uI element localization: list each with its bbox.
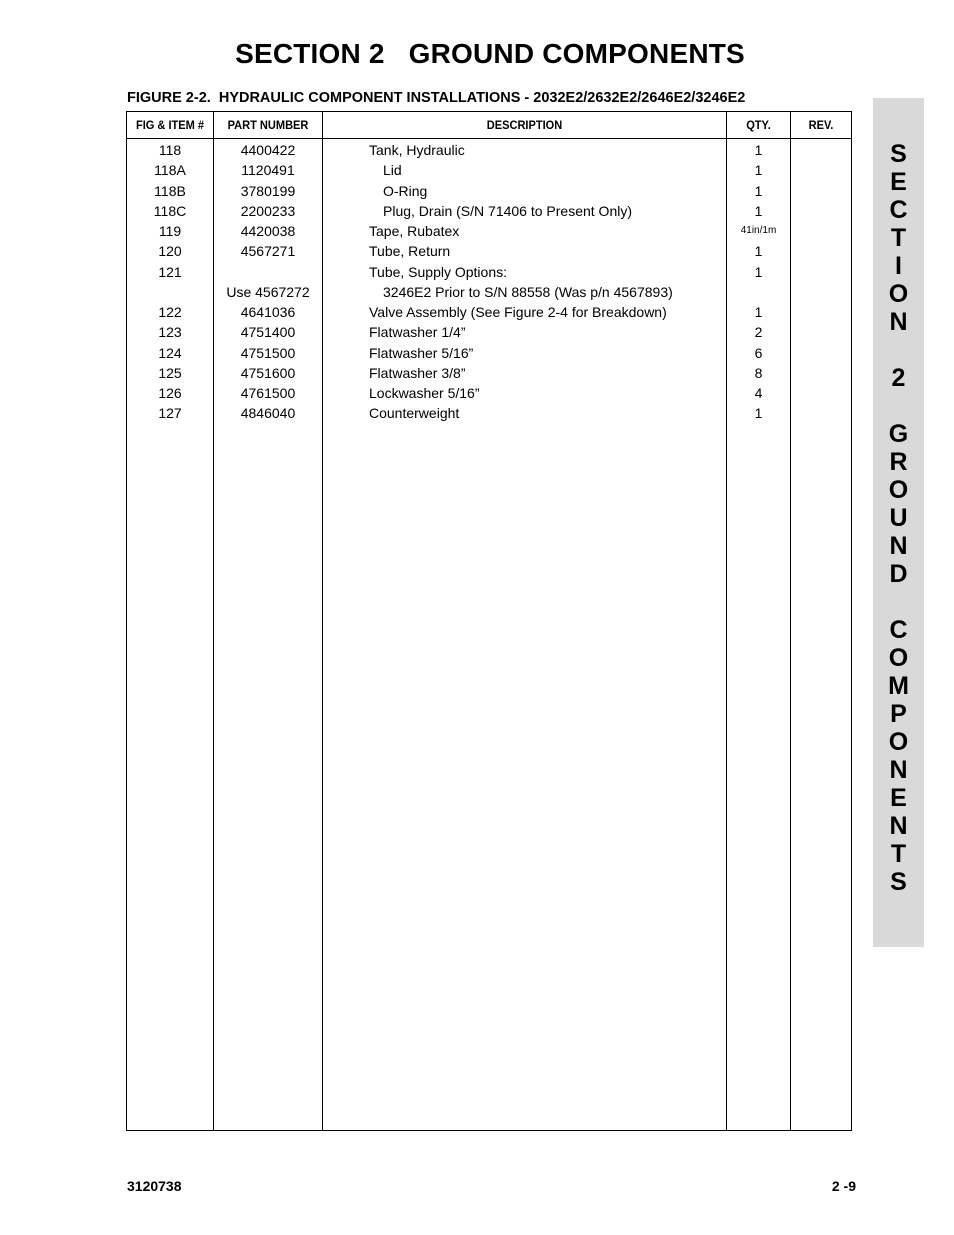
qty-cell: 1 bbox=[754, 405, 763, 422]
section-side-tab bbox=[873, 98, 924, 947]
table-row bbox=[127, 241, 851, 261]
table-row bbox=[127, 363, 851, 383]
item-cell: 119 bbox=[158, 223, 182, 239]
description-cell: Lid bbox=[383, 162, 402, 179]
table-row bbox=[127, 322, 851, 342]
item-cell: 122 bbox=[158, 304, 182, 320]
header-divider bbox=[127, 138, 851, 139]
description-cell: Tape, Rubatex bbox=[369, 223, 460, 239]
description-cell: Flatwasher 3/8” bbox=[369, 364, 466, 381]
item-cell: 118B bbox=[154, 182, 186, 199]
side-tab-label: S E C T I O N 2 G R O U N D C O M P O N E N T S bbox=[888, 140, 909, 896]
header-part-number: PART NUMBER bbox=[227, 118, 309, 132]
part-number-cell: 4400422 bbox=[240, 142, 296, 158]
table-row bbox=[127, 181, 851, 201]
part-number-cell: 4641036 bbox=[240, 304, 296, 320]
figure-title: FIGURE 2-2. HYDRAULIC COMPONENT INSTALLATIONS - 2032E2/2632E2/2646E2/3246E2 bbox=[127, 90, 746, 106]
table-row bbox=[127, 140, 851, 160]
description-cell: Tube, Return bbox=[369, 243, 451, 260]
qty-cell bbox=[727, 282, 790, 302]
table-row bbox=[127, 403, 851, 423]
description-cell: 3246E2 Prior to S/N 88558 (Was p/n 4567893) bbox=[383, 283, 673, 300]
header-qty: QTY. bbox=[746, 118, 771, 132]
header-rev: REV. bbox=[808, 118, 834, 132]
qty-cell: 1 bbox=[754, 304, 763, 320]
qty-cell: 6 bbox=[754, 344, 763, 361]
part-number-cell: 4751500 bbox=[240, 344, 296, 361]
qty-cell: 8 bbox=[754, 364, 763, 381]
item-cell: 125 bbox=[158, 364, 182, 381]
item-cell bbox=[127, 282, 213, 302]
qty-cell: 1 bbox=[754, 202, 763, 219]
part-number-cell: 3780199 bbox=[240, 182, 296, 199]
qty-cell: 41in/1m bbox=[740, 225, 777, 236]
part-number-cell: 1120491 bbox=[241, 162, 295, 179]
description-cell: Flatwasher 1/4” bbox=[369, 324, 466, 341]
item-cell: 123 bbox=[158, 324, 182, 341]
part-number-cell: 4846040 bbox=[240, 405, 296, 422]
part-number-cell: 2200233 bbox=[240, 202, 296, 219]
description-cell: Plug, Drain (S/N 71406 to Present Only) bbox=[383, 202, 633, 219]
table-row bbox=[127, 302, 851, 322]
table-row bbox=[127, 221, 851, 241]
section-title: SECTION 2 GROUND COMPONENTS bbox=[235, 38, 745, 69]
part-number-cell bbox=[214, 262, 322, 282]
table-row bbox=[127, 262, 851, 282]
qty-cell: 2 bbox=[754, 324, 763, 341]
part-number-cell: Use 4567272 bbox=[226, 283, 310, 300]
qty-cell: 1 bbox=[754, 142, 763, 158]
item-cell: 118C bbox=[153, 202, 187, 219]
item-cell: 118 bbox=[158, 142, 182, 158]
qty-cell: 1 bbox=[754, 263, 763, 280]
table-row bbox=[127, 201, 851, 221]
page-number: 2 -9 bbox=[831, 1178, 856, 1194]
document-number: 3120738 bbox=[127, 1178, 182, 1194]
table-row bbox=[127, 160, 851, 180]
item-cell: 120 bbox=[158, 243, 182, 260]
description-cell: Valve Assembly (See Figure 2-4 for Breakdown) bbox=[369, 304, 667, 320]
item-cell: 127 bbox=[158, 405, 182, 422]
qty-cell: 1 bbox=[754, 162, 763, 179]
description-cell: Lockwasher 5/16” bbox=[369, 385, 480, 401]
header-description: DESCRIPTION bbox=[486, 118, 563, 132]
description-cell: Flatwasher 5/16” bbox=[369, 344, 474, 361]
item-cell: 126 bbox=[158, 385, 182, 401]
description-cell: Tube, Supply Options: bbox=[369, 263, 508, 280]
description-cell: Tank, Hydraulic bbox=[369, 142, 465, 158]
item-cell: 118A bbox=[154, 162, 186, 179]
part-number-cell: 4751600 bbox=[240, 364, 296, 381]
qty-cell: 4 bbox=[754, 385, 763, 401]
table-row bbox=[127, 383, 851, 403]
qty-cell: 1 bbox=[754, 243, 763, 260]
item-cell: 124 bbox=[158, 344, 182, 361]
part-number-cell: 4751400 bbox=[240, 324, 296, 341]
table-body bbox=[127, 140, 851, 424]
parts-table bbox=[126, 111, 852, 1131]
part-number-cell: 4761500 bbox=[240, 385, 296, 401]
qty-cell: 1 bbox=[754, 182, 763, 199]
part-number-cell: 4420038 bbox=[240, 223, 296, 239]
description-cell: O-Ring bbox=[383, 182, 428, 199]
table-row bbox=[127, 343, 851, 363]
part-number-cell: 4567271 bbox=[240, 243, 296, 260]
table-row bbox=[127, 282, 851, 302]
item-cell: 121 bbox=[158, 263, 182, 280]
description-cell: Counterweight bbox=[369, 405, 460, 422]
header-item: FIG & ITEM # bbox=[135, 118, 205, 132]
